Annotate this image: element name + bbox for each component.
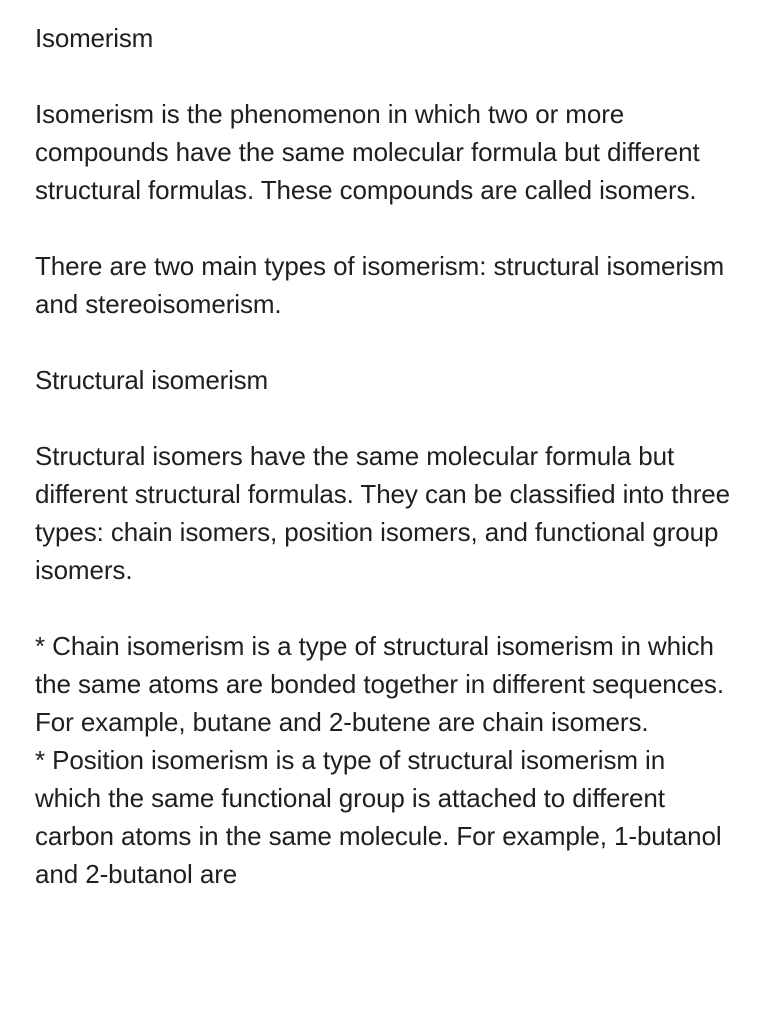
spacer	[35, 323, 738, 361]
spacer	[35, 589, 738, 627]
section-heading: Structural isomerism	[35, 365, 268, 395]
list-item	[35, 741, 738, 893]
list-item-text: is a type of structural isomerism in which the same functional group is attached to different carbon atoms in the same molecule. For example, 1-butanol and 2-butanol are	[35, 745, 722, 889]
spacer	[35, 399, 738, 437]
list-item-term: Position isomerism	[52, 745, 269, 775]
list-bullet: *	[35, 631, 46, 661]
spacer	[35, 209, 738, 247]
list-item	[35, 627, 738, 741]
list-bullet: *	[35, 745, 46, 775]
list-item-term: Chain isomerism	[52, 631, 245, 661]
spacer	[35, 57, 738, 95]
section-paragraph: Structural isomers have the same molecular formula but different structural formulas. They can be classified into three types: chain isomers, position isomers, and functional group isomers.	[35, 441, 730, 585]
list-item-text: is a type of structural isomerism in which the same atoms are bonded together in different sequences. For example, butane and 2-butene are chain isomers.	[35, 631, 724, 737]
types-paragraph: There are two main types of isomerism: structural isomerism and stereoisomerism.	[35, 251, 725, 319]
page-title: Isomerism	[35, 23, 154, 53]
intro-paragraph: Isomerism is the phenomenon in which two or more compounds have the same molecular formula but different structural formulas. These compounds are called isomers.	[35, 99, 700, 205]
